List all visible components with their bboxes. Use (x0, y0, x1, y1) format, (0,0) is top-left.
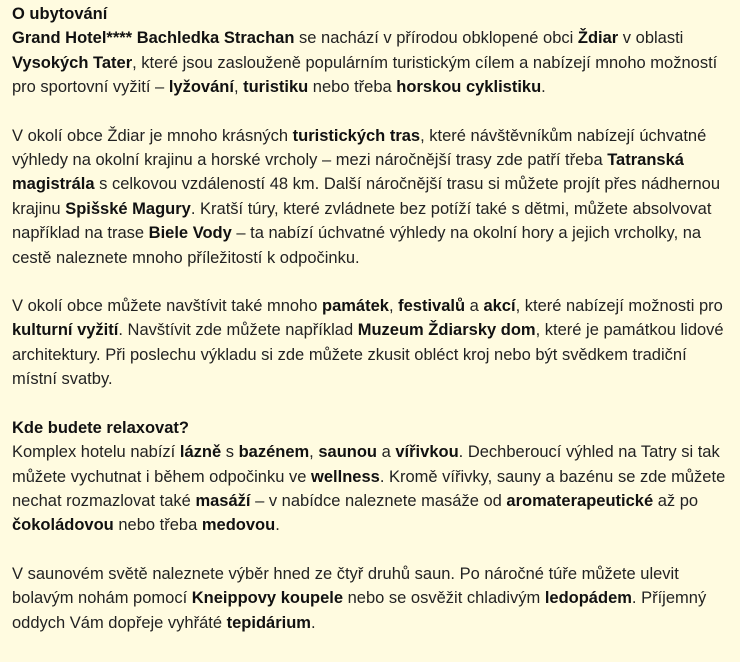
highlighted-term: ledopádem (544, 589, 632, 608)
text-run: . Dechberoucí výhled na Tatry si tak můžete vychutnat i během odpočinku ve (12, 443, 720, 486)
hotel-description (12, 2, 734, 659)
highlighted-term: Muzeum Ždiarsky dom (357, 321, 536, 340)
text-run: , které jsou zaslouženě populárním turistickým cílem a nabízejí mnoho možností pro sportovní vyžití – (12, 53, 718, 97)
text-run: , (233, 78, 244, 97)
highlighted-term: kulturní vyžití (12, 321, 119, 340)
text-run: . Navštívit zde můžete například (118, 321, 358, 340)
text-run: nebo třeba (113, 516, 202, 535)
paragraph-sauna-world (12, 562, 734, 635)
highlighted-term: aromaterapeutické (506, 491, 654, 510)
highlighted-term: turistických tras (292, 126, 421, 145)
highlighted-term: Ždiar (577, 29, 619, 48)
text-run: . (310, 613, 316, 632)
paragraph-spa (12, 440, 734, 538)
highlighted-term: saunou (318, 443, 378, 462)
highlighted-term: lázně (179, 443, 222, 462)
text-run: V saunovém světě naleznete výběr hned ze čtyř druhů saun. Po náročné túře můžete ulevit bolavým nohám pomocí (12, 564, 679, 608)
text-run: Komplex hotelu nabízí (12, 443, 180, 462)
text-run: a (465, 297, 484, 316)
text-run: až po (653, 491, 699, 510)
text-run: a (377, 443, 396, 462)
text-run: . (275, 516, 280, 535)
highlighted-term: masáží (195, 491, 251, 510)
paragraph-hotel-location (12, 26, 734, 99)
highlighted-term: turistiku (243, 78, 309, 97)
text-run: – ta nabízí úchvatné výhledy na okolní hory a jejich vrcholky, na cestě naleznete mnoho příležitostí k odpočinku. (12, 224, 702, 267)
highlighted-term: tepidárium (226, 613, 311, 632)
highlighted-term: Biele Vody (148, 224, 232, 243)
text-run: , které návštěvníkům nabízejí úchvatné výhledy na okolní krajinu a horské vrcholy – mezi náročnější trasy zde patří třeba (12, 126, 707, 170)
highlighted-term: Spišské Magury (65, 199, 191, 218)
section-heading-relaxation: Kde budete relaxovat? (12, 418, 189, 437)
text-run: . Kratší túry, které zvládnete bez potíží také s dětmi, můžete absolvovat například na trase (12, 199, 712, 243)
text-run: . Příjemný oddych Vám dopřeje vyhřáté (12, 589, 707, 632)
highlighted-term: památek (322, 297, 389, 316)
highlighted-term: medovou (201, 516, 276, 535)
text-run: – v nabídce naleznete masáže od (250, 491, 507, 510)
highlighted-term: bazénem (238, 443, 310, 462)
paragraph-hiking-trails (12, 124, 734, 270)
highlighted-term: lyžování (168, 78, 234, 97)
highlighted-term: Tatranská magistrála (12, 151, 684, 194)
text-run: , které nabízejí možnosti pro (515, 297, 723, 316)
text-run: . Kromě vířivky, sauny a bazénu se zde můžete nechat rozmazlovat také (12, 467, 726, 510)
text-run: nebo se osvěžit chladivým (343, 589, 545, 608)
highlighted-term: vířivkou (395, 443, 459, 462)
text-run: , (309, 443, 319, 462)
text-run: se nachází v přírodou obklopené obci (294, 29, 578, 48)
highlighted-term: festivalů (398, 297, 466, 316)
text-run: V okolí obce můžete navštívit také mnoho (12, 297, 322, 316)
text-run: . (541, 78, 546, 97)
highlighted-term: horskou cyklistiku (396, 78, 542, 97)
highlighted-term: Vysokých Tater (12, 53, 133, 72)
section-relaxation (12, 416, 734, 635)
text-run: , které je památkou lidové architektury. Při poslechu výkladu si zde můžete zkusit obléct kroj nebo být svědkem tradiční místní svatby. (12, 321, 724, 389)
highlighted-term: Kneippovy koupele (191, 589, 344, 608)
highlighted-term: Grand Hotel**** Bachledka Strachan (12, 29, 295, 48)
text-run: v oblasti (618, 29, 684, 48)
text-run: s (221, 443, 239, 462)
highlighted-term: akcí (483, 297, 516, 316)
highlighted-term: wellness (311, 467, 380, 486)
highlighted-term: čokoládovou (12, 516, 114, 535)
text-run: nebo třeba (308, 78, 397, 97)
text-run: V okolí obce Ždiar je mnoho krásných (12, 126, 293, 145)
text-run: s celkovou vzdáleností 48 km. Další náročnější trasu si můžete projít přes nádhernou krajinu (12, 175, 721, 218)
section-accommodation (12, 2, 734, 392)
paragraph-culture (12, 294, 734, 392)
text-run: , (388, 297, 399, 316)
section-heading-accommodation: O ubytování (12, 5, 108, 23)
